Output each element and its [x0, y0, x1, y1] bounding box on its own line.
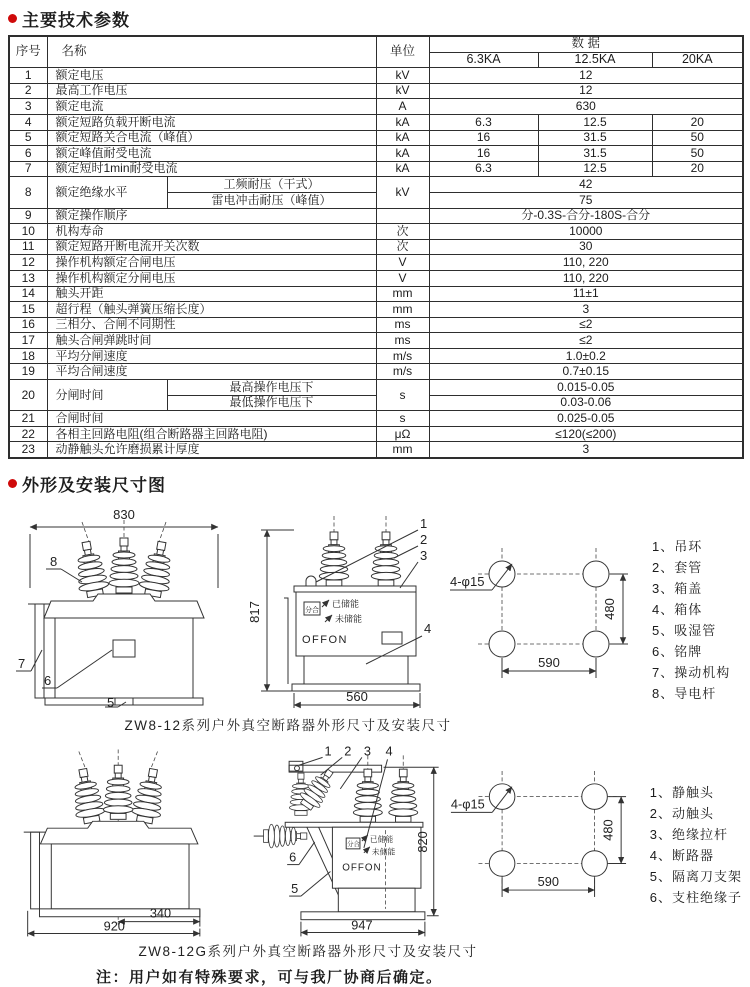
param-value: 12.5: [538, 161, 652, 177]
param-value: 30: [429, 239, 743, 255]
section2-header: [8, 471, 742, 496]
param-unit: kA: [376, 114, 429, 130]
row-no: 14: [9, 286, 47, 302]
legend-item: 7、操动机构: [652, 665, 731, 681]
param-name: 触头开距: [47, 286, 376, 302]
callout-5: 5: [291, 881, 299, 897]
hole-pattern: [478, 771, 618, 889]
dim-947: [301, 918, 425, 937]
dim-590: [502, 655, 596, 678]
hole-spec-label: 4-φ15: [450, 574, 485, 590]
param-value: 10000: [429, 224, 743, 240]
dim-590: [502, 874, 594, 897]
param-name: 机构寿命: [47, 224, 376, 240]
table-row: [9, 364, 743, 380]
param-name: 操作机构额定合闸电压: [47, 255, 376, 271]
row-no: 4: [9, 114, 47, 130]
legend-item: 8、导电杆: [652, 686, 717, 702]
callout-5: 5: [107, 695, 115, 709]
dim-480-label: 480: [602, 598, 617, 620]
parameters-table: [8, 35, 744, 459]
legend-item: 4、断路器: [649, 848, 714, 864]
param-name: 额定短时1min耐受电流: [47, 161, 376, 177]
hole-spec-label: 4-φ15: [450, 796, 485, 812]
red-bullet-icon: [8, 14, 17, 23]
param-name: 额定绝缘水平: [47, 177, 167, 208]
switch-label: 分合: [305, 607, 319, 615]
param-value: 110, 220: [429, 255, 743, 271]
param-value: ≤2: [429, 333, 743, 349]
table-row: [9, 380, 743, 396]
param-name: 额定短路开断电流开关次数: [47, 239, 376, 255]
dim-817: [247, 530, 294, 691]
param-value: 0.7±0.15: [429, 364, 743, 380]
param-name: 分闸时间: [47, 380, 167, 411]
header-data: 数 据: [429, 36, 743, 52]
param-unit: kA: [376, 146, 429, 162]
callout-1: 1: [324, 743, 332, 759]
callout-3: 3: [364, 743, 372, 759]
param-name: 各相主回路电阻(组合断路器主回路电阻): [47, 426, 376, 442]
param-value: 0.025-0.05: [429, 411, 743, 427]
param-value: 1.0±0.2: [429, 348, 743, 364]
param-value: 630: [429, 99, 743, 115]
row-no: 8: [9, 177, 47, 208]
callout-3: 3: [420, 548, 428, 564]
table-row: [9, 348, 743, 364]
table-row: [9, 302, 743, 318]
callout-1: 1: [420, 516, 428, 532]
param-name: 额定短路关合电流（峰值）: [47, 130, 376, 146]
table-row: [9, 224, 743, 240]
dim-820-label: 820: [415, 831, 431, 853]
row-no: 2: [9, 83, 47, 99]
row-no: 22: [9, 426, 47, 442]
fig1-side-view-drawing: [246, 500, 442, 712]
row-no: 10: [9, 224, 47, 240]
param-unit: kA: [376, 130, 429, 146]
dim-480: [602, 574, 628, 644]
fig1-legend: [652, 536, 730, 704]
row-no: 18: [9, 348, 47, 364]
unstored-label: 未储能: [372, 847, 396, 857]
section1-header: [8, 6, 742, 31]
row-no: 11: [9, 239, 47, 255]
figure1: [8, 500, 742, 712]
legend-item: 6、支柱绝缘子: [649, 890, 742, 906]
param-value: 分-0.3S-合分-180S-合分: [429, 208, 743, 224]
param-unit: V: [376, 255, 429, 271]
header-unit: 单位: [376, 36, 429, 68]
param-value: 16: [429, 146, 538, 162]
stored-label: 已储能: [332, 599, 360, 610]
param-value: 16: [429, 130, 538, 146]
offon-label: OFFON: [302, 634, 348, 647]
param-unit: s: [376, 411, 429, 427]
param-name: 三相分、合闸不同期性: [47, 317, 376, 333]
table-row: [9, 114, 743, 130]
param-value: 20: [652, 114, 743, 130]
param-value: 42: [429, 177, 743, 193]
param-unit: kV: [376, 177, 429, 208]
moisture-tube: [115, 698, 133, 705]
param-name: 最高工作电压: [47, 83, 376, 99]
table-row: [9, 239, 743, 255]
dim-480-label: 480: [600, 819, 616, 841]
table-row: [9, 442, 743, 458]
legend-item: 3、箱盖: [652, 581, 703, 597]
param-subname: 工频耐压（干式）: [167, 177, 376, 193]
callout-6: 6: [44, 673, 52, 689]
callout-2: 2: [420, 532, 428, 548]
legend-item: 2、动触头: [649, 806, 714, 822]
param-value: 3: [429, 302, 743, 318]
red-bullet-icon: [8, 479, 17, 488]
param-value: 31.5: [538, 146, 652, 162]
table-row: [9, 161, 743, 177]
callout-4: 4: [385, 743, 393, 759]
param-unit: ms: [376, 317, 429, 333]
dim-947-label: 947: [351, 917, 373, 933]
fig1-front-view-drawing: [8, 500, 240, 708]
table-row: [9, 83, 743, 99]
dim-480: [600, 797, 626, 864]
param-unit: mm: [376, 302, 429, 318]
param-name: 操作机构额定分闸电压: [47, 270, 376, 286]
param-value: 50: [652, 146, 743, 162]
legend-item: 6、铭牌: [652, 644, 703, 660]
fig2-front-view-drawing: [8, 740, 232, 940]
param-unit: kV: [376, 83, 429, 99]
param-unit: μΩ: [376, 426, 429, 442]
header-col-12.5ka: 12.5KA: [538, 52, 652, 68]
param-name: 动静触头允许磨损累计厚度: [47, 442, 376, 458]
legend-item: 1、吊环: [652, 539, 703, 555]
param-name: 平均合闸速度: [47, 364, 376, 380]
row-no: 17: [9, 333, 47, 349]
table-row: [9, 317, 743, 333]
row-no: 20: [9, 380, 47, 411]
switch-label: 分合: [347, 840, 361, 848]
breaker-front-outline: [24, 750, 200, 925]
param-value: 3: [429, 442, 743, 458]
param-unit: kA: [376, 161, 429, 177]
table-row: [9, 426, 743, 442]
param-value: 12: [429, 68, 743, 84]
param-unit: kV: [376, 68, 429, 84]
breaker-front-outline: [28, 520, 204, 705]
param-subname: 最低操作电压下: [167, 395, 376, 411]
param-value: 20: [652, 161, 743, 177]
row-no: 7: [9, 161, 47, 177]
param-subname: 最高操作电压下: [167, 380, 376, 396]
param-unit: V: [376, 270, 429, 286]
unstored-label: 未储能: [335, 614, 363, 625]
param-value: 0.015-0.05: [429, 380, 743, 396]
param-name: 超行程（触头弹簧压缩长度）: [47, 302, 376, 318]
fig2-mounting-holes-drawing: [447, 758, 636, 908]
table-row: [9, 130, 743, 146]
callout-8: 8: [50, 554, 58, 570]
legend-item: 1、静触头: [649, 785, 714, 801]
lifting-ring: [306, 576, 316, 586]
footnote: 注：用户如有特殊要求，可与我厂协商后确定。: [96, 969, 443, 987]
header-index: 序号: [9, 36, 47, 68]
callout-2: 2: [344, 743, 352, 759]
section2-title: 外形及安装尺寸图: [22, 476, 166, 496]
param-value: 31.5: [538, 130, 652, 146]
callout-6: 6: [289, 849, 297, 865]
param-unit: m/s: [376, 348, 429, 364]
legend-item: 5、隔离刀支架: [649, 869, 742, 885]
header-name: 名称: [47, 36, 376, 68]
side-bushing: [264, 824, 307, 848]
param-value: 12.5: [538, 114, 652, 130]
row-no: 21: [9, 411, 47, 427]
row-no: 5: [9, 130, 47, 146]
table-row: [9, 286, 743, 302]
callout-7: 7: [18, 656, 26, 672]
row-no: 23: [9, 442, 47, 458]
param-name: 触头合闸弹跳时间: [47, 333, 376, 349]
table-row: [9, 146, 743, 162]
legend-item: 4、箱体: [652, 602, 703, 618]
table-header-row: [9, 36, 743, 52]
row-no: 15: [9, 302, 47, 318]
offon-label: OFFON: [342, 862, 382, 874]
stored-label: 已储能: [370, 834, 394, 844]
table-row: [9, 333, 743, 349]
table-row: [9, 68, 743, 84]
table-row: [9, 270, 743, 286]
dim-340-label: 340: [149, 905, 172, 921]
table-row: [9, 411, 743, 427]
dim-590-label: 590: [537, 874, 559, 890]
param-unit: 次: [376, 224, 429, 240]
fig2-side-view-drawing: [236, 740, 445, 940]
param-unit: mm: [376, 442, 429, 458]
param-value: ≤2: [429, 317, 743, 333]
param-name: 额定操作顺序: [47, 208, 376, 224]
dim-560: [294, 689, 420, 708]
legend-item: 5、吸湿管: [652, 623, 717, 639]
param-name: 额定峰值耐受电流: [47, 146, 376, 162]
table-row: [9, 255, 743, 271]
callout-4: 4: [424, 621, 432, 637]
dim-590-label: 590: [538, 655, 560, 671]
table-row: [9, 208, 743, 224]
fig2-legend: [650, 782, 742, 908]
legend-item: 2、套管: [652, 560, 703, 576]
param-value: 11±1: [429, 286, 743, 302]
param-value: 6.3: [429, 114, 538, 130]
dim-560-label: 560: [346, 689, 368, 705]
row-no: 13: [9, 270, 47, 286]
table-row: [9, 99, 743, 115]
row-no: 12: [9, 255, 47, 271]
param-name: 额定短路负载开断电流: [47, 114, 376, 130]
param-unit: mm: [376, 286, 429, 302]
param-value: 6.3: [429, 161, 538, 177]
param-name: 平均分闸速度: [47, 348, 376, 364]
param-unit: m/s: [376, 364, 429, 380]
param-value: 12: [429, 83, 743, 99]
dim-817-label: 817: [247, 601, 262, 623]
fig1-caption: ZW8-12系列户外真空断路器外形尺寸及安装尺寸: [124, 718, 452, 734]
dim-830-label: 830: [113, 507, 135, 523]
header-col-20ka: 20KA: [652, 52, 743, 68]
section1-title: 主要技术参数: [22, 11, 130, 30]
row-no: 1: [9, 68, 47, 84]
row-no: 6: [9, 146, 47, 162]
param-unit: 次: [376, 239, 429, 255]
row-no: 19: [9, 364, 47, 380]
param-name: 额定电压: [47, 68, 376, 84]
param-unit: A: [376, 99, 429, 115]
param-name: 额定电流: [47, 99, 376, 115]
param-value: 0.03-0.06: [429, 395, 743, 411]
param-name: 合闸时间: [47, 411, 376, 427]
table-row: [9, 177, 743, 193]
param-value: 50: [652, 130, 743, 146]
legend-item: 3、绝缘拉杆: [649, 827, 728, 843]
param-value: 75: [429, 192, 743, 208]
param-value: 110, 220: [429, 270, 743, 286]
param-unit: ms: [376, 333, 429, 349]
param-subname: 雷电冲击耐压（峰值）: [167, 192, 376, 208]
header-col-6.3ka: 6.3KA: [429, 52, 538, 68]
row-no: 16: [9, 317, 47, 333]
row-no: 3: [9, 99, 47, 115]
fig1-mounting-holes-drawing: [446, 530, 638, 690]
hole-pattern: [478, 548, 620, 670]
dim-920-label: 920: [103, 918, 125, 934]
param-unit: s: [376, 380, 429, 411]
param-value: ≤120(≤200): [429, 426, 743, 442]
fig2-caption: ZW8-12G系列户外真空断路器外形尺寸及安装尺寸: [138, 944, 478, 960]
row-no: 9: [9, 208, 47, 224]
figure2: [8, 740, 742, 940]
param-unit: [376, 208, 429, 224]
